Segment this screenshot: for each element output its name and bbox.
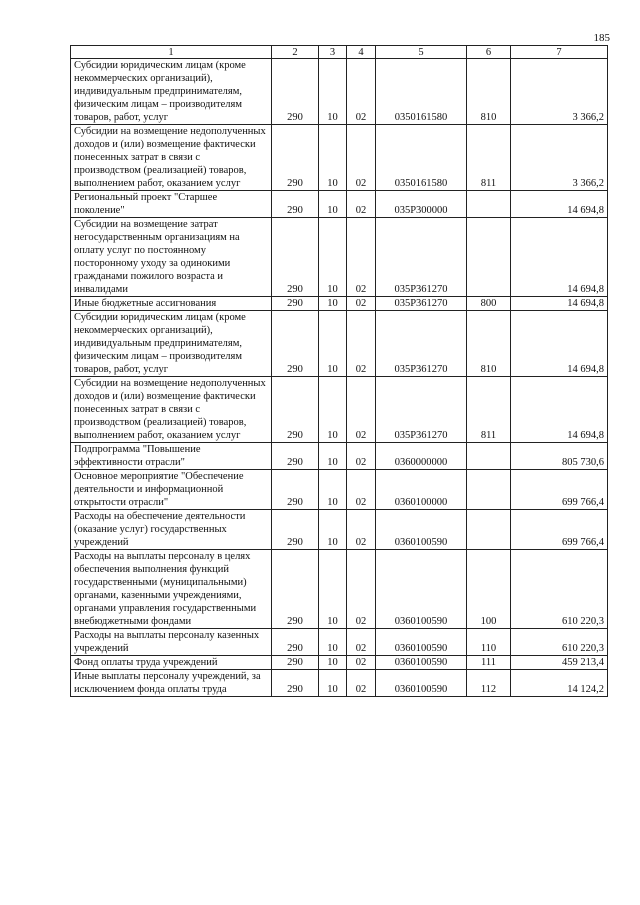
row-subsection: 02	[347, 218, 376, 297]
table-row	[71, 297, 608, 311]
row-name: Субсидии юридическим лицам (кроме некоммерческих организаций), индивидуальным предпринимателям, физическим лицам – производителям товаров, работ, услуг	[71, 59, 272, 125]
row-section: 10	[319, 191, 347, 218]
row-section: 10	[319, 670, 347, 697]
header-col-5: 5	[376, 46, 467, 59]
header-col-7: 7	[511, 46, 608, 59]
row-admin-code: 290	[272, 297, 319, 311]
row-subsection: 02	[347, 297, 376, 311]
row-expense-type	[467, 510, 511, 550]
row-name: Региональный проект "Старшее поколение"	[71, 191, 272, 218]
row-admin-code: 290	[272, 218, 319, 297]
row-target-article: 0350161580	[376, 59, 467, 125]
page-number: 185	[593, 32, 610, 44]
row-section: 10	[319, 311, 347, 377]
row-name: Подпрограмма "Повышение эффективности отрасли"	[71, 443, 272, 470]
row-amount: 610 220,3	[511, 550, 608, 629]
row-target-article: 0360100590	[376, 670, 467, 697]
table-row	[71, 656, 608, 670]
row-name: Субсидии на возмещение затрат негосударственным организациям на оплату услуг по постоянному посторонному уходу за одинокими гражданами пожилого возраста и инвалидами	[71, 218, 272, 297]
row-admin-code: 290	[272, 59, 319, 125]
row-amount: 14 694,8	[511, 218, 608, 297]
row-amount: 14 694,8	[511, 191, 608, 218]
row-amount: 610 220,3	[511, 629, 608, 656]
row-name: Расходы на обеспечение деятельности (оказание услуг) государственных учреждений	[71, 510, 272, 550]
row-section: 10	[319, 629, 347, 656]
row-amount: 699 766,4	[511, 510, 608, 550]
row-admin-code: 290	[272, 629, 319, 656]
row-expense-type: 800	[467, 297, 511, 311]
header-col-4: 4	[347, 46, 376, 59]
table-row	[71, 550, 608, 629]
row-name: Субсидии юридическим лицам (кроме некоммерческих организаций), индивидуальным предпринимателям, физическим лицам – производителям товаров, работ, услуг	[71, 311, 272, 377]
row-amount: 14 694,8	[511, 377, 608, 443]
row-section: 10	[319, 297, 347, 311]
row-expense-type: 111	[467, 656, 511, 670]
budget-table-body	[71, 46, 608, 697]
row-subsection: 02	[347, 510, 376, 550]
row-section: 10	[319, 550, 347, 629]
row-expense-type	[467, 191, 511, 218]
row-subsection: 02	[347, 59, 376, 125]
row-amount: 14 694,8	[511, 297, 608, 311]
row-admin-code: 290	[272, 311, 319, 377]
table-row	[71, 59, 608, 125]
row-admin-code: 290	[272, 550, 319, 629]
row-target-article: 035P361270	[376, 377, 467, 443]
table-row	[71, 191, 608, 218]
row-target-article: 035P361270	[376, 311, 467, 377]
row-subsection: 02	[347, 656, 376, 670]
table-row	[71, 510, 608, 550]
header-col-2: 2	[272, 46, 319, 59]
row-subsection: 02	[347, 470, 376, 510]
budget-table	[70, 45, 608, 697]
row-amount: 805 730,6	[511, 443, 608, 470]
row-section: 10	[319, 656, 347, 670]
row-expense-type: 810	[467, 59, 511, 125]
row-name: Фонд оплаты труда учреждений	[71, 656, 272, 670]
row-expense-type: 811	[467, 377, 511, 443]
row-target-article: 035P300000	[376, 191, 467, 218]
row-section: 10	[319, 377, 347, 443]
row-name: Иные выплаты персоналу учреждений, за исключением фонда оплаты труда	[71, 670, 272, 697]
row-subsection: 02	[347, 125, 376, 191]
row-target-article: 0360000000	[376, 443, 467, 470]
row-subsection: 02	[347, 377, 376, 443]
row-expense-type: 811	[467, 125, 511, 191]
table-row	[71, 377, 608, 443]
row-amount: 699 766,4	[511, 470, 608, 510]
row-expense-type	[467, 218, 511, 297]
row-admin-code: 290	[272, 443, 319, 470]
row-expense-type	[467, 443, 511, 470]
row-subsection: 02	[347, 311, 376, 377]
row-target-article: 0360100590	[376, 550, 467, 629]
table-row	[71, 311, 608, 377]
row-expense-type	[467, 470, 511, 510]
row-section: 10	[319, 125, 347, 191]
row-subsection: 02	[347, 191, 376, 218]
row-section: 10	[319, 443, 347, 470]
row-amount: 14 124,2	[511, 670, 608, 697]
row-target-article: 035P361270	[376, 297, 467, 311]
row-subsection: 02	[347, 629, 376, 656]
row-admin-code: 290	[272, 656, 319, 670]
row-admin-code: 290	[272, 470, 319, 510]
row-name: Основное мероприятие "Обеспечение деятельности и информационной открытости отрасли"	[71, 470, 272, 510]
row-name: Иные бюджетные ассигнования	[71, 297, 272, 311]
row-target-article: 0360100590	[376, 629, 467, 656]
table-row	[71, 125, 608, 191]
table-row	[71, 629, 608, 656]
row-target-article: 0360100000	[376, 470, 467, 510]
row-section: 10	[319, 470, 347, 510]
table-row	[71, 218, 608, 297]
row-amount: 3 366,2	[511, 125, 608, 191]
row-section: 10	[319, 510, 347, 550]
row-subsection: 02	[347, 443, 376, 470]
row-target-article: 0360100590	[376, 656, 467, 670]
table-row	[71, 443, 608, 470]
row-amount: 3 366,2	[511, 59, 608, 125]
header-col-3: 3	[319, 46, 347, 59]
row-target-article: 035P361270	[376, 218, 467, 297]
row-expense-type: 810	[467, 311, 511, 377]
row-admin-code: 290	[272, 510, 319, 550]
row-amount: 14 694,8	[511, 311, 608, 377]
row-expense-type: 110	[467, 629, 511, 656]
row-admin-code: 290	[272, 670, 319, 697]
row-expense-type: 100	[467, 550, 511, 629]
row-subsection: 02	[347, 670, 376, 697]
row-name: Субсидии на возмещение недополученных доходов и (или) возмещение фактически понесенных затрат в связи с производством (реализацией) товаров, выполнением работ, оказанием услуг	[71, 125, 272, 191]
header-col-1: 1	[71, 46, 272, 59]
header-col-6: 6	[467, 46, 511, 59]
table-row	[71, 470, 608, 510]
row-admin-code: 290	[272, 125, 319, 191]
row-admin-code: 290	[272, 191, 319, 218]
row-target-article: 0350161580	[376, 125, 467, 191]
header-row	[71, 46, 608, 59]
row-amount: 459 213,4	[511, 656, 608, 670]
row-section: 10	[319, 59, 347, 125]
table-row	[71, 670, 608, 697]
row-expense-type: 112	[467, 670, 511, 697]
row-subsection: 02	[347, 550, 376, 629]
row-admin-code: 290	[272, 377, 319, 443]
row-name: Расходы на выплаты персоналу в целях обеспечения выполнения функций государственными (муниципальными) органами, казенными учреждениями, органами управления государственными внебюджетными фондами	[71, 550, 272, 629]
row-name: Расходы на выплаты персоналу казенных учреждений	[71, 629, 272, 656]
row-section: 10	[319, 218, 347, 297]
row-target-article: 0360100590	[376, 510, 467, 550]
row-name: Субсидии на возмещение недополученных доходов и (или) возмещение фактически понесенных затрат в связи с производством (реализацией) товаров, выполнением работ, оказанием услуг	[71, 377, 272, 443]
